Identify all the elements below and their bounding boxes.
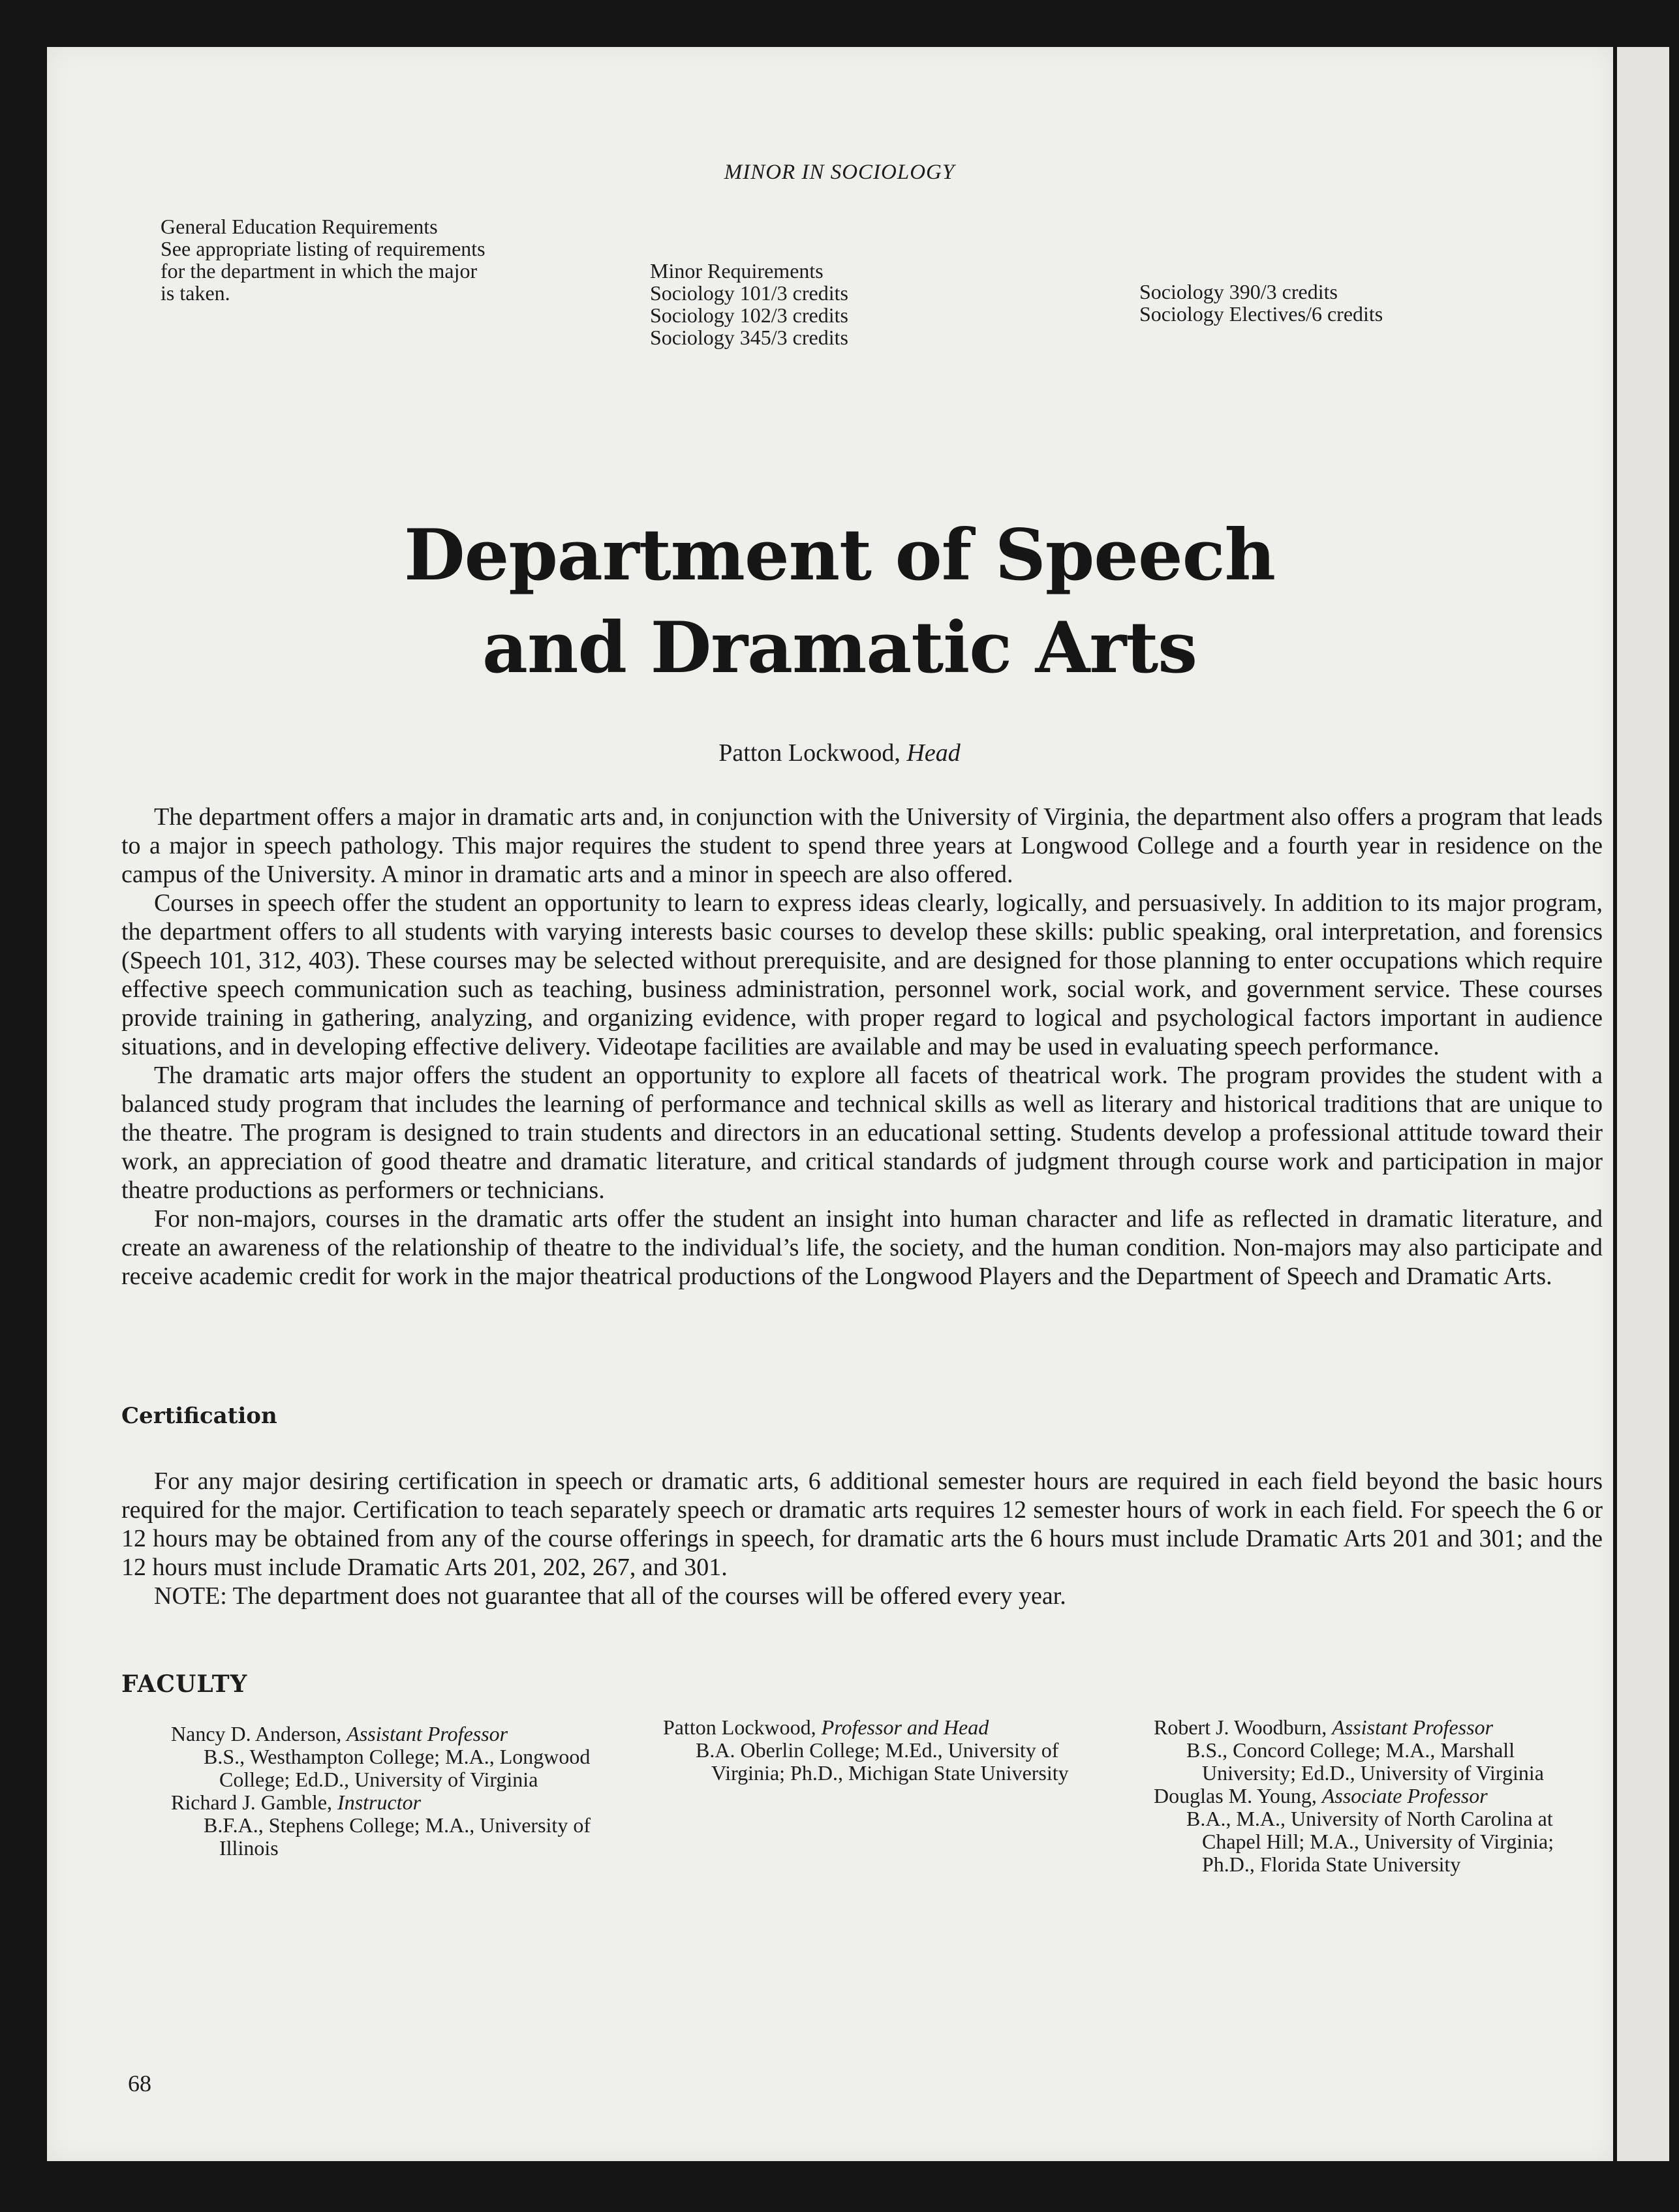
certification-paragraph: For any major desiring certification in speech or dramatic arts, 6 additional semester hours are required in each field beyond the basic hours required for the major. Certification to teach separately speech or dramatic arts requires 12 semester hours of work in each field. For speech the 6 or 12 hours may be obtained from any of the course offerings in speech, for dramatic arts the 6 hours must include Dramatic Arts 201 and 301; and the 12 hours must include Dramatic Arts 201, 202, 267, and 301. <box>121 1467 1603 1581</box>
faculty-column-2 <box>663 1716 1126 1785</box>
faculty-column-1 <box>171 1723 628 1860</box>
description-paragraph: Courses in speech offer the student an opportunity to learn to express ideas clearly, logically, and persuasively. In addition to its major program, the department offers to all students with varying interests basic courses to develop these skills: public speaking, oral interpretation, and forensics (Speech 101, 312, 403). These courses may be selected without prerequisite, and are designed for those planning to enter occupations which require effective speech communication such as teaching, business administration, personnel work, social work, and government service. These courses provide training in gathering, analyzing, and organizing evidence, with proper regard to logical and psychological factors important in audience situations, and in developing effective delivery. Videotape facilities are available and may be used in evaluating speech performance. <box>121 889 1603 1060</box>
general-education-column <box>161 215 485 304</box>
faculty-name-line <box>1154 1785 1604 1807</box>
faculty-name: Douglas M. Young, <box>1154 1784 1317 1807</box>
description-paragraph: For non-majors, courses in the dramatic arts offer the student an insight into human character and life as reflected in dramatic literature, and create an awareness of the relationship of theatre to the individual’s life, the society, and the human condition. Non-majors may also participate and receive academic credit for work in the major theatrical productions of the Longwood Players and the Department of Speech and Dramatic Arts. <box>121 1205 1603 1290</box>
faculty-member <box>1154 1785 1604 1876</box>
minor-requirement-line: Sociology 345/3 credits <box>650 326 848 349</box>
minor-requirement-line: Minor Requirements <box>650 259 824 283</box>
minor-requirement-line: Sociology 101/3 credits <box>650 281 848 305</box>
faculty-member <box>1154 1716 1604 1785</box>
faculty-title: Assistant Professor <box>347 1722 508 1745</box>
minor-requirement-line: Sociology 102/3 credits <box>650 303 848 327</box>
faculty-name: Richard J. Gamble, <box>171 1790 333 1814</box>
general-education-line: General Education Requirements <box>161 215 438 238</box>
general-education-line: See appropriate listing of requirements <box>161 237 485 260</box>
department-description <box>121 803 1603 1291</box>
faculty-degrees: B.A. Oberlin College; M.Ed., University of Virginia; Ph.D., Michigan State University <box>696 1738 1069 1785</box>
department-title-line: Department of Speech <box>404 514 1275 596</box>
general-education-line: is taken. <box>161 281 230 305</box>
certification-heading: Certification <box>121 1403 277 1429</box>
description-paragraph: The department offers a major in dramatic arts and, in conjunction with the University of Virginia, the department also offers a program that leads to a major in speech pathology. This major requires the student to spend three years at Longwood College and a fourth year in residence on the campus of the University. A minor in dramatic arts and a minor in speech are also offered. <box>121 803 1603 888</box>
faculty-column-3 <box>1154 1716 1604 1876</box>
department-title <box>0 509 1679 694</box>
faculty-member <box>171 1791 628 1860</box>
head-name: Patton Lockwood, <box>718 739 901 767</box>
faculty-degrees: B.A., M.A., University of North Carolina at Chapel Hill; M.A., University of Virginia; Ph.D., Florida State University <box>1186 1807 1554 1876</box>
certification-note: NOTE: The department does not guarantee that all of the courses will be offered every year. <box>154 1582 1066 1610</box>
faculty-name-line <box>171 1791 628 1814</box>
general-education-line: for the department in which the major <box>161 259 478 283</box>
minor-requirements-column <box>650 260 848 348</box>
facing-page-edge <box>1617 47 1669 2161</box>
faculty-name: Patton Lockwood, <box>663 1715 816 1739</box>
faculty-name-line <box>1154 1716 1604 1739</box>
faculty-name-line <box>663 1716 1126 1739</box>
minor-electives-column <box>1139 281 1383 325</box>
faculty-degrees: B.S., Westhampton College; M.A., Longwood College; Ed.D., University of Virginia <box>204 1745 591 1791</box>
minor-heading: MINOR IN SOCIOLOGY <box>724 161 955 184</box>
faculty-name: Nancy D. Anderson, <box>171 1722 342 1745</box>
minor-elective-line: Sociology Electives/6 credits <box>1139 302 1383 326</box>
description-paragraph: The dramatic arts major offers the student an opportunity to explore all facets of theatrical work. The program provides the student with a balanced study program that includes the learning of performance and technical skills as well as literary and historical traditions that are unique to the theatre. The program is designed to train students and directors in an educational setting. Students develop a professional attitude toward their work, an appreciation of good theatre and dramatic literature, and critical standards of judgment through course work and participation in major theatre productions as performers or technicians. <box>121 1062 1603 1204</box>
head-role: Head <box>906 739 961 767</box>
page-number: 68 <box>128 2070 151 2097</box>
faculty-member <box>171 1723 628 1791</box>
faculty-heading: FACULTY <box>121 1670 248 1698</box>
department-title-line: and Dramatic Arts <box>482 607 1197 689</box>
faculty-degrees: B.S., Concord College; M.A., Marshall University; Ed.D., University of Virginia <box>1186 1738 1544 1785</box>
faculty-name: Robert J. Woodburn, <box>1154 1715 1327 1739</box>
faculty-title: Assistant Professor <box>1332 1715 1494 1739</box>
faculty-title: Associate Professor <box>1321 1784 1488 1807</box>
faculty-title: Instructor <box>337 1790 422 1814</box>
faculty-member <box>663 1716 1126 1785</box>
faculty-degrees: B.F.A., Stephens College; M.A., University of Illinois <box>204 1813 591 1860</box>
faculty-name-line <box>171 1723 628 1745</box>
faculty-title: Professor and Head <box>821 1715 989 1739</box>
minor-elective-line: Sociology 390/3 credits <box>1139 280 1338 303</box>
department-head <box>0 739 1679 767</box>
certification-text <box>121 1467 1603 1610</box>
